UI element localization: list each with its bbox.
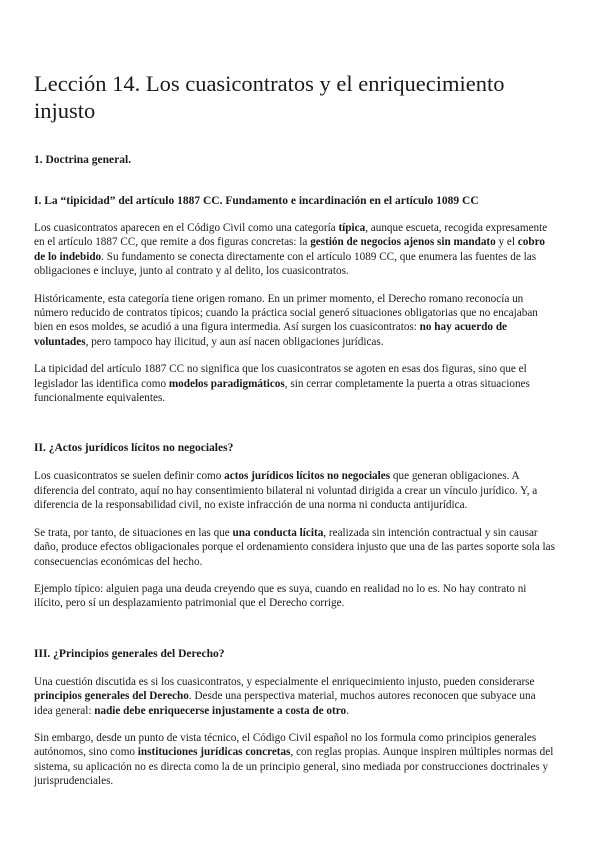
section-3-paragraph-1: Una cuestión discutida es si los cuasicontratos, y especialmente el enriquecimiento injusto, pueden considerarse principios generales del Derecho. Desde una perspectiva material, muchos autores reconocen que subyace una idea general: nadie debe enriquecerse injustamente a costa de otro.	[34, 675, 536, 717]
section-1-title: I. La “tipicidad” del artículo 1887 CC. Fundamento e incardinación en el artículo 1089 CC	[34, 195, 479, 207]
bold-term: nadie debe enriquecerse injustamente a costa de otro	[94, 704, 347, 717]
section-1-paragraph-3: La tipicidad del artículo 1887 CC no significa que los cuasicontratos se agoten en esas dos figuras, sino que el legislador las identifica como modelos paradigmáticos, sin cerrar completamente la puerta a otras situaciones funcionalmente equivalentes.	[34, 363, 530, 405]
bold-term: cobro de lo indebido	[34, 236, 545, 263]
bold-term: no hay acuerdo de voluntades	[34, 321, 508, 348]
section-1-paragraph-2: Históricamente, esta categoría tiene origen romano. En un primer momento, el Derecho romano reconocía un número reducido de contratos típicos; cuando la práctica social generó situaciones obligatorias que no encajaban bien en esos moldes, se acudió a una figura intermedia. Así surgen los cuasicontratos: no hay acuerdo de voluntades, pero tampoco hay ilicitud, y aun así nacen obligaciones jurídicas.	[34, 292, 538, 348]
section-2-paragraph-1: Los cuasicontratos se suelen definir como actos jurídicos lícitos no negociales que generan obligaciones. A diferencia del contrato, aquí no hay consentimiento bilateral ni voluntad dirigida a crear un vínculo jurídico. Y, a diferencia de la responsabilidad civil, no existe infracción de una norma ni conducta antijurídica.	[34, 470, 538, 512]
bold-term: modelos paradigmáticos	[168, 377, 285, 390]
bold-term: típica	[338, 222, 366, 234]
section-2-title: II. ¿Actos jurídicos lícitos no negociales?	[34, 442, 234, 455]
section-3-title: III. ¿Principios generales del Derecho?	[34, 647, 225, 660]
section-2-paragraph-2: Se trata, por tanto, de situaciones en las que una conducta lícita, realizada sin intención contractual y sin causar daño, produce efectos obligacionales porque el ordenamiento considera injusto que una de las partes soporte sola las consecuencias económicas del hecho.	[34, 526, 555, 568]
bold-term: actos jurídicos lícitos no negociales	[224, 470, 391, 483]
bold-term: gestión de negocios ajenos sin mandato	[310, 236, 496, 249]
subtitle-doctrina: 1. Doctrina general.	[34, 154, 132, 166]
bold-term: instituciones jurídicas concretas	[137, 746, 291, 759]
page-title: Lección 14. Los cuasicontratos y el enriquecimiento injusto	[34, 71, 505, 123]
section-3-paragraph-2: Sin embargo, desde un punto de vista técnico, el Código Civil español no los formula como principios generales autónomos, sino como instituciones jurídicas concretas, con reglas propias. Aunque inspiren múltiples normas del sistema, su aplicación no es directa como la de un principio general, sino mediada por construcciones doctrinales y jurisprudenciales.	[34, 731, 554, 788]
section-2-paragraph-3: Ejemplo típico: alguien paga una deuda creyendo que es suya, cuando en realidad no lo es. No hay contrato ni ilícito, pero sí un desplazamiento patrimonial que el Derecho corrige.	[34, 582, 527, 610]
bold-term: una conducta lícita	[232, 526, 324, 539]
section-1-paragraph-1: Los cuasicontratos aparecen en el Código Civil como una categoría típica, aunque escueta, recogida expresamente en el artículo 1887 CC, que remite a dos figuras concretas: la gestión de negocios ajenos sin mandato y el cobro de lo indebido. Su fundamento se conecta directamente con el artículo 1089 CC, que enumera las fuentes de las obligaciones e incluye, junto al contrato y al delito, los cuasicontratos.	[34, 222, 548, 278]
bold-term: principios generales del Derecho	[34, 690, 189, 703]
